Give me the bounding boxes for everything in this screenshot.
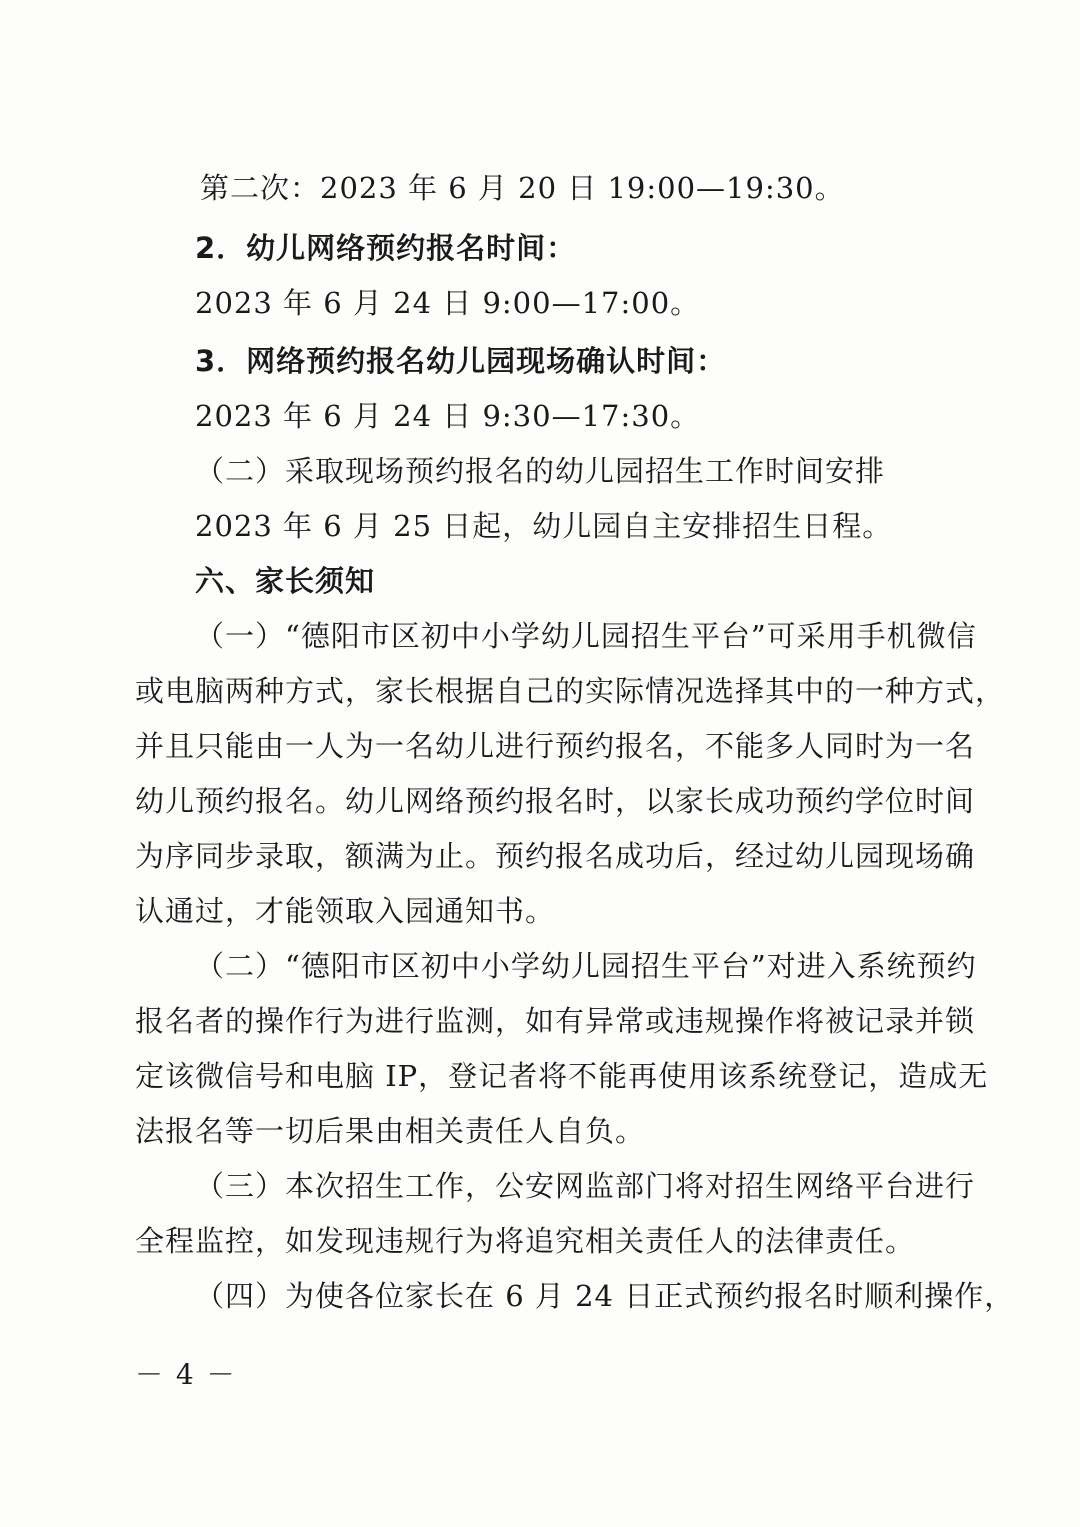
paragraph-line: 并且只能由一人为一名幼儿进行预约报名，不能多人同时为一名	[135, 729, 976, 763]
paragraph-line: 幼儿预约报名。幼儿网络预约报名时，以家长成功预约学位时间	[135, 784, 976, 818]
paragraph-line: 为序同步录取，额满为止。预约报名成功后，经过幼儿园现场确	[135, 839, 976, 873]
paragraph-line: 法报名等一切后果由相关责任人自负。	[135, 1114, 646, 1148]
paragraph-line: 认通过，才能领取入园通知书。	[135, 894, 556, 928]
onsite-registration-date: 2023 年 6 月 25 日起，幼儿园自主安排招生日程。	[195, 509, 893, 543]
paragraph-line: 报名者的操作行为进行监测，如有异常或违规操作将被记录并锁	[135, 1004, 976, 1038]
paragraph-line: （一）“德阳市区初中小学幼儿园招生平台”可采用手机微信	[195, 619, 977, 653]
online-registration-time: 2023 年 6 月 24 日 9:00—17:00。	[195, 286, 701, 320]
paragraph-line: 全程监控，如发现违规行为将追究相关责任人的法律责任。	[135, 1224, 916, 1258]
section-heading-online-registration-time: 2．幼儿网络预约报名时间：	[195, 231, 577, 265]
paragraph-line: 或电脑两种方式，家长根据自己的实际情况选择其中的一种方式，	[135, 674, 1006, 708]
paragraph-line: （二）“德阳市区初中小学幼儿园招生平台”对进入系统预约	[195, 949, 977, 983]
section-heading-parent-notice: 六、家长须知	[195, 564, 376, 598]
page-number: － 4 －	[135, 1358, 237, 1391]
subsection-onsite-registration: （二）采取现场预约报名的幼儿园招生工作时间安排	[195, 454, 886, 488]
paragraph-line: 定该微信号和电脑 IP，登记者将不能再使用该系统登记，造成无	[135, 1059, 989, 1093]
schedule-second-time: 第二次：2023 年 6 月 20 日 19:00—19:30。	[200, 171, 845, 205]
paragraph-line: （三）本次招生工作，公安网监部门将对招生网络平台进行	[195, 1169, 976, 1203]
onsite-confirmation-time: 2023 年 6 月 24 日 9:30—17:30。	[195, 399, 701, 433]
paragraph-line: （四）为使各位家长在 6 月 24 日正式预约报名时顺利操作，	[195, 1279, 1015, 1313]
section-heading-onsite-confirmation-time: 3．网络预约报名幼儿园现场确认时间：	[195, 344, 727, 378]
